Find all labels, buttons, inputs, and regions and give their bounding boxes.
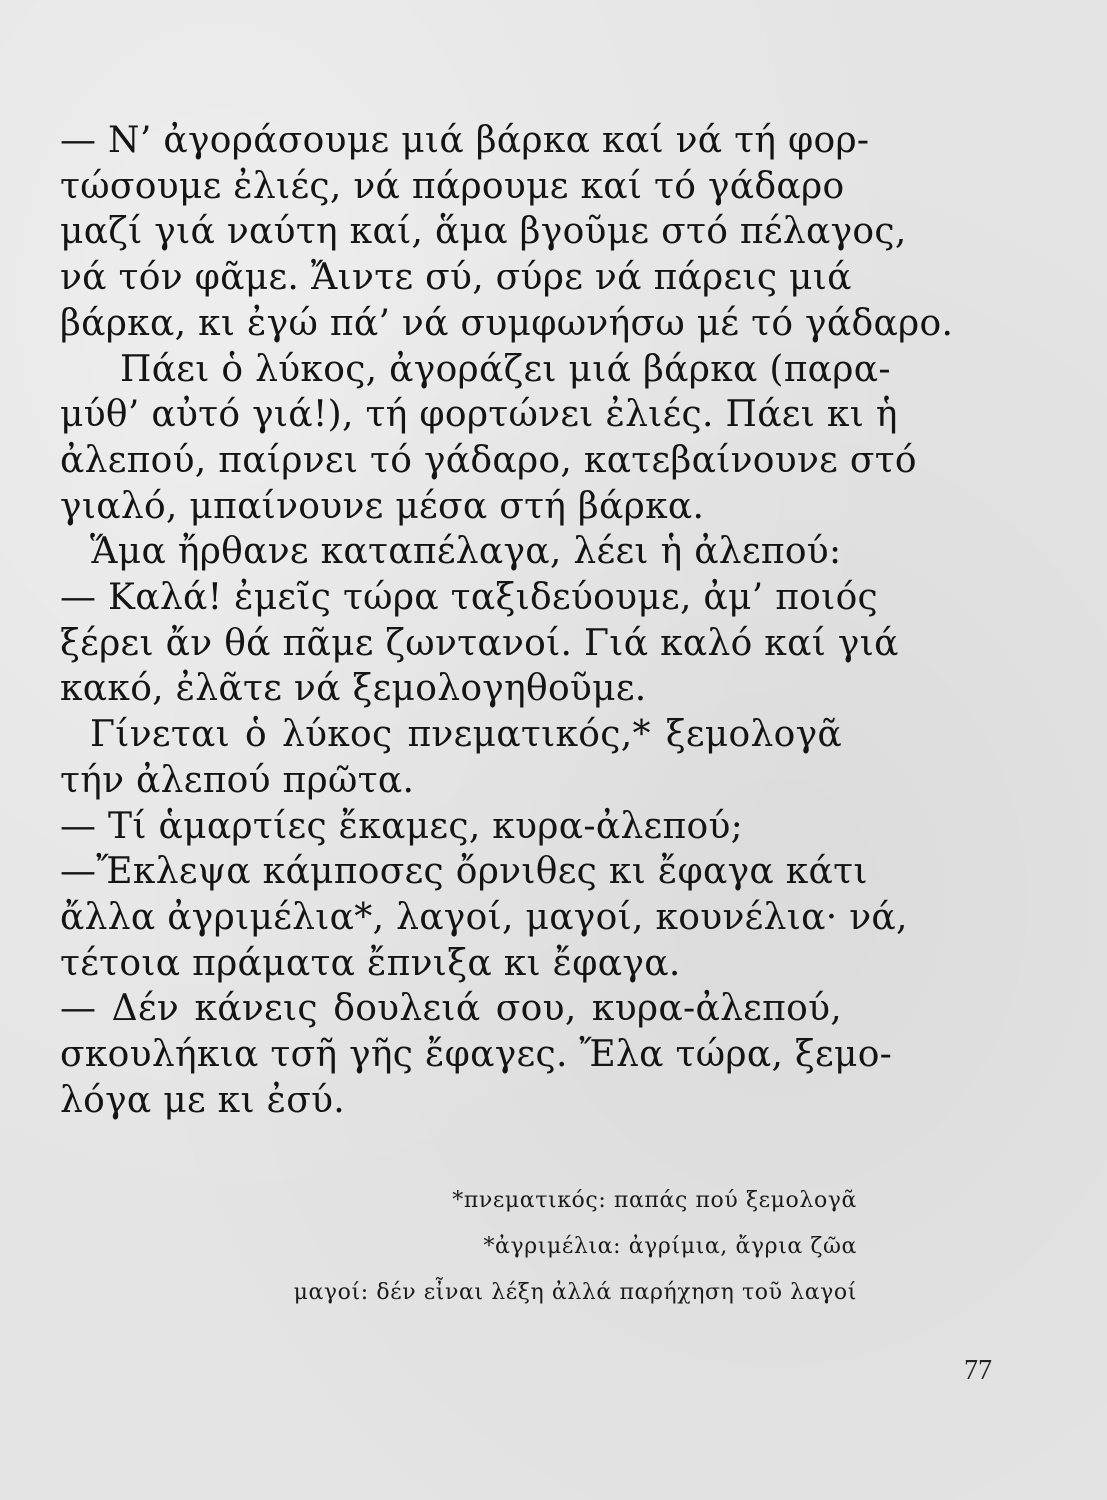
text-line: γιαλό, μπαίνουνε μέσα στή βάρκα. xyxy=(60,485,705,527)
text-line: κακό, ἐλᾶτε νά ξεμολογηθοῦμε. xyxy=(60,668,647,710)
text-line: τώσουμε ἐλιές, νά πάρουμε καί τό γάδαρο xyxy=(60,165,845,207)
text-line: Πάει ὁ λύκος, ἀγοράζει μιά βάρκα (παρα- xyxy=(120,348,891,390)
text-line: —Ἔκλεψα κάμποσες ὄρνιθες κι ἔφαγα κάτι xyxy=(60,851,868,893)
text-line: ξέρει ἄν θά πᾶμε ζωντανοί. Γιά καλό καί γιά xyxy=(60,622,899,664)
text-line: μαζί γιά ναύτη καί, ἅμα βγοῦμε στό πέλαγος, xyxy=(60,211,907,253)
text-line: ἀλεπού, παίρνει τό γάδαρο, κατεβαίνουνε στό xyxy=(60,439,917,481)
text-line: — Δέν κάνεις δουλειά σου, κυρα-ἀλεπού, xyxy=(60,988,842,1030)
text-line: τέτοια πράματα ἔπνιξα κι ἔφαγα. xyxy=(60,942,681,984)
body-text xyxy=(60,118,954,1123)
footnotes xyxy=(294,1178,857,1316)
text-line: σκουλήκια τσῆ γῆς ἔφαγες. Ἔλα τώρα, ξεμο- xyxy=(60,1034,893,1076)
text-line: Ἅμα ἤρθανε καταπέλαγα, λέει ἡ ἀλεπού: xyxy=(90,531,842,573)
page-number: 77 xyxy=(964,1355,992,1386)
text-line: — Ν’ ἀγοράσουμε μιά βάρκα καί νά τή φορ- xyxy=(60,120,870,161)
footnote: *ἀγριμέλια: ἀγρίμια, ἄγρια ζῶα xyxy=(483,1234,857,1259)
text-line: βάρκα, κι ἐγώ πά’ νά συμφωνήσω μέ τό γάδαρο. xyxy=(60,302,954,344)
text-line: — Καλά! ἐμεῖς τώρα ταξιδεύουμε, ἀμ’ ποιός xyxy=(60,577,879,619)
footnote: μαγοί: δέν εἶναι λέξη ἀλλά παρήχηση τοῦ λαγοί xyxy=(293,1280,857,1305)
text-line: μύθ’ αὐτό γιά!), τή φορτώνει ἐλιές. Πάει κι ἡ xyxy=(60,394,898,436)
text-line: ἄλλα ἀγριμέλια*, λαγοί, μαγοί, κουνέλια· νά, xyxy=(60,896,908,938)
text-line: — Τί ἁμαρτίες ἔκαμες, κυρα-ἀλεπού; xyxy=(60,805,744,847)
text-line: λόγα με κι ἐσύ. xyxy=(60,1079,346,1121)
text-line: Γίνεται ὁ λύκος πνεματικός,* ξεμολογᾶ xyxy=(90,714,842,756)
text-line: νά τόν φᾶμε. Ἄιντε σύ, σύρε νά πάρεις μιά xyxy=(60,257,852,299)
text-line: τήν ἀλεπού πρῶτα. xyxy=(60,759,415,801)
footnote: *πνεματικός: παπάς πού ξεμολογᾶ xyxy=(452,1188,857,1213)
